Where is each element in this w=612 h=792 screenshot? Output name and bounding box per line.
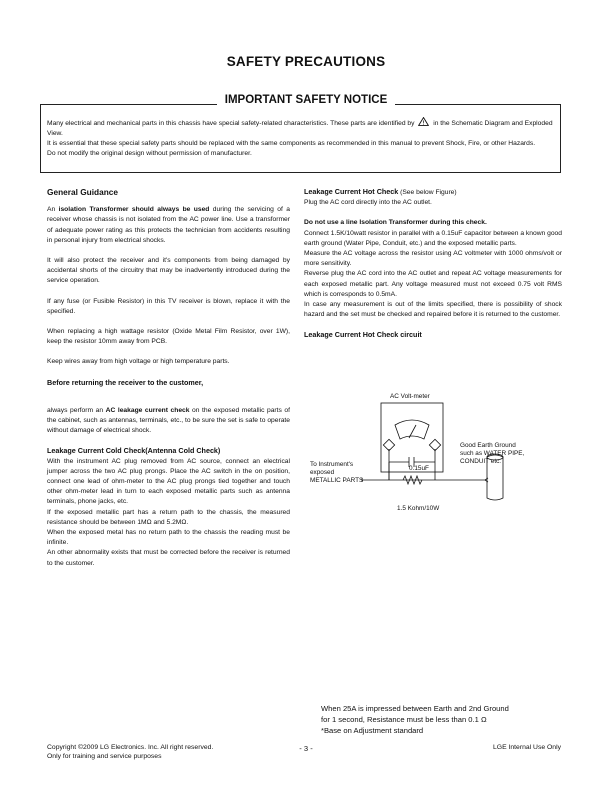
footer-copyright: Copyright ©2009 LG Electronics. Inc. All right reserved. Only for training and service purposes [47, 744, 214, 760]
general-guidance-heading: General Guidance [47, 187, 119, 197]
right-column [304, 187, 562, 341]
paragraph-return-path: If the exposed metallic part has a return path to the chassis, the measured resistance should be between 1MΩ and 5.2MΩ. [47, 508, 290, 526]
paragraph-isolation: An isolation Transformer should always be used during the servicing of a receiver whose chassis is not isolated from the AC power line. Use a transformer of adequate power rating as this protects the technician from accidents resulting in personal injury from electrical shocks. [47, 206, 290, 244]
paragraph-wires: Keep wires away from high voltage or high temperature parts. [47, 358, 230, 366]
resistor-label: 1.5 Kohm/10W [397, 505, 440, 512]
paragraph-measure: Measure the AC voltage across the resistor using AC voltmeter with 1000 ohms/volt or more sensitivity. [304, 250, 562, 268]
notice-title: IMPORTANT SAFETY NOTICE [0, 94, 612, 106]
ground-resistance-note: When 25A is impressed between Earth and 2nd Ground for 1 second, Resistance must be less than 0.1 Ω *Base on Adjustment standard [321, 704, 509, 735]
instrument-label: To Instrument's exposed METALLIC PARTS [310, 461, 364, 484]
svg-text:!: ! [422, 120, 425, 126]
paragraph-plug: Plug the AC cord directly into the AC outlet. [304, 199, 432, 207]
left-column [47, 187, 290, 569]
paragraph-resistor: When replacing a high wattage resistor (Oxide Metal Film Resistor, over 1W), keep the resistor 10mm away from PCB. [47, 328, 290, 346]
terminal-left [383, 439, 394, 450]
paragraph-abnormality: An other abnormality exists that must be corrected before the receiver is returned to the customer. [47, 549, 290, 567]
hot-check-heading: Leakage Current Hot Check (See below Figure) [304, 187, 457, 196]
paragraph-reverse: Reverse plug the AC cord into the AC outlet and repeat AC voltage measurements for each exposed metallic part. Any voltage measured must not exceed 0.75 volt RMS which is corresponds to 0.5mA. [304, 270, 562, 298]
warning-triangle-icon [418, 117, 429, 126]
paragraph-cold-check: With the instrument AC plug removed from AC source, connect an electrical jumper across the two AC plug prongs. Place the AC switch in the on position, connect one lead of ohm-meter to the AC plug prongs tied together and touch other ohm-meter lead in turn to each exposed metallic parts such as antenna terminals, phone jacks, etc. [47, 457, 290, 506]
terminal-right [429, 439, 440, 450]
hot-check-circuit-diagram [305, 390, 565, 530]
before-returning-heading: Before returning the receiver to the customer, [47, 377, 204, 387]
paragraph-connect: Connect 1.5K/10watt resistor in parallel with a 0.15uF capacitor between a known good earth ground (Water Pipe, Conduit, etc.) and the exposed metallic parts. [304, 229, 562, 247]
page-title: SAFETY PRECAUTIONS [226, 54, 386, 69]
notice-text: Many electrical and mechanical parts in this chassis have special safety-related characteristics. These parts are identified by ! in the Schematic Diagram and Exploded View. It is essential that these special safety parts should be replaced with the same components as recommended in this manual to prevent Shock, Fire, or other Hazards. Do not modify the original design without permission of manufacturer. [47, 117, 557, 159]
paragraph-protect: It will also protect the receiver and it's components from being damaged by accidental shorts of the circuitry that may be inadvertently introduced during the service operation. [47, 257, 290, 285]
capacitor-label: 0.15uF [409, 465, 429, 472]
cold-check-heading: Leakage Current Cold Check(Antenna Cold Check) [47, 446, 221, 456]
paragraph-infinite: When the exposed metal has no return path to the chassis the reading must be infinite. [47, 529, 290, 547]
paragraph-limits: In case any measurement is out of the limits specified, there is possibility of shock hazard and the set must be checked and repaired before it is returned to the customer. [304, 301, 562, 319]
page-number: - 3 - [299, 744, 313, 753]
paragraph-no-isolation: Do not use a line Isolation Transformer during this check. [304, 219, 487, 227]
circuit-heading: Leakage Current Hot Check circuit [304, 330, 422, 340]
voltmeter-label: AC Volt-meter [390, 393, 430, 400]
ground-label: Good Earth Ground such as WATER PIPE, CONDUIT etc. [460, 442, 525, 465]
voltmeter-dial [395, 420, 429, 439]
paragraph-fuse: If any fuse (or Fusible Resistor) in this TV receiver is blown, replace it with the specified. [47, 297, 290, 315]
footer-internal: LGE Internal Use Only [493, 744, 561, 751]
paragraph-ac-leakage: always perform an AC leakage current check on the exposed metallic parts of the cabinet, such as antennas, terminals, etc., to be sure the set is safe to operate without damage of electrical shock. [47, 406, 290, 435]
